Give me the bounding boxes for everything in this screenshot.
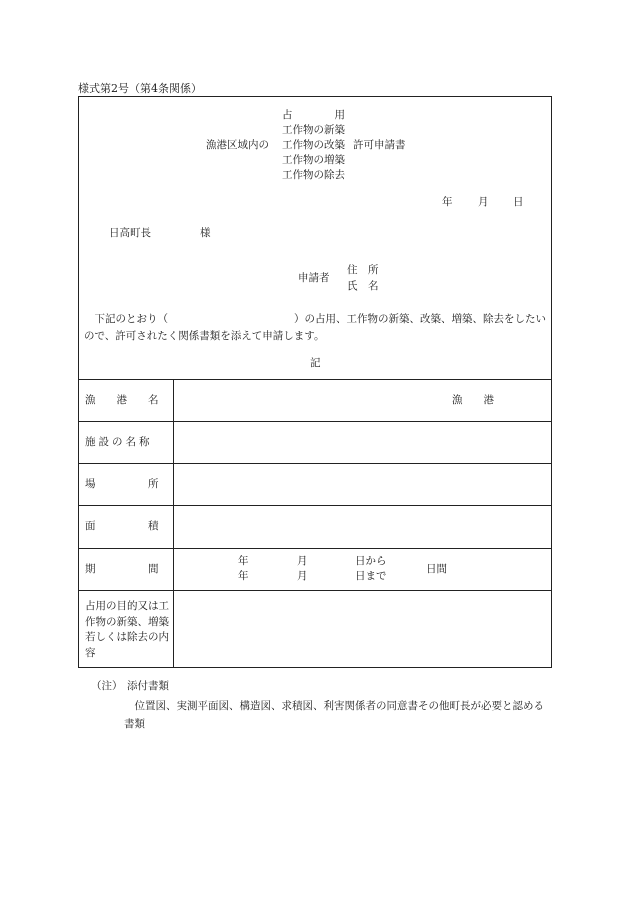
date-month: 月 [478,196,489,208]
facility-name-label: 施設の名称 [85,436,153,448]
title-suffix: 許可申請書 [353,139,406,151]
period-from-year: 年 [238,555,249,567]
harbor-suffix: 漁 港 [452,394,494,406]
harbor-name-label: 漁 港 名 [85,394,159,406]
area-label: 面 積 [85,520,159,532]
title-option-new-construction: 工作物の新築 [282,124,345,136]
period-from-day: 日から [355,555,387,567]
application-statement: 下記のとおり（ ）の占用、工作物の新築、改築、増築、除去をしたいので、許可されたく関係書類を添えて申請します。 [84,313,546,342]
addressee-honorific: 様 [200,227,211,239]
title-option-occupancy: 占 用 [282,109,345,121]
date-day: 日 [513,196,524,208]
applicant-name-label: 氏 名 [347,280,379,292]
title-option-extension: 工作物の増築 [282,154,345,166]
period-to-day: 日まで [355,570,387,582]
period-to-year: 年 [238,570,249,582]
notes-body: 位置図、実測平面図、構造図、求積図、利害関係者の同意書その他町長が必要と認める書類 [124,700,544,730]
table-row-line [78,590,552,591]
location-label: 場 所 [85,478,159,490]
table-row-line [78,548,552,549]
purpose-label: 占用の目的又は工作物の新築、増築若しくは除去の内容 [85,600,169,659]
table-row-line [78,463,552,464]
table-top-line [78,379,552,380]
title-option-removal: 工作物の除去 [282,169,345,181]
form-number: 様式第2号（第4条関係） [78,82,202,95]
table-column-divider [173,379,174,668]
notes-label: （注） [91,680,123,692]
period-label: 期 間 [85,563,159,575]
ki-heading: 記 [310,357,321,369]
period-from-month: 月 [297,555,308,567]
date-year: 年 [442,196,453,208]
title-prefix: 漁港区域内の [206,139,269,151]
title-option-reconstruction: 工作物の改築 [282,139,345,151]
period-duration: 日間 [426,563,447,575]
notes-title: 添付書類 [127,680,169,692]
applicant-address-label: 住 所 [347,264,379,276]
applicant-label: 申請者 [298,272,330,284]
addressee-name: 日高町長 [109,227,151,239]
form-frame [78,96,552,668]
table-row-line [78,421,552,422]
period-to-month: 月 [297,570,308,582]
table-row-line [78,505,552,506]
